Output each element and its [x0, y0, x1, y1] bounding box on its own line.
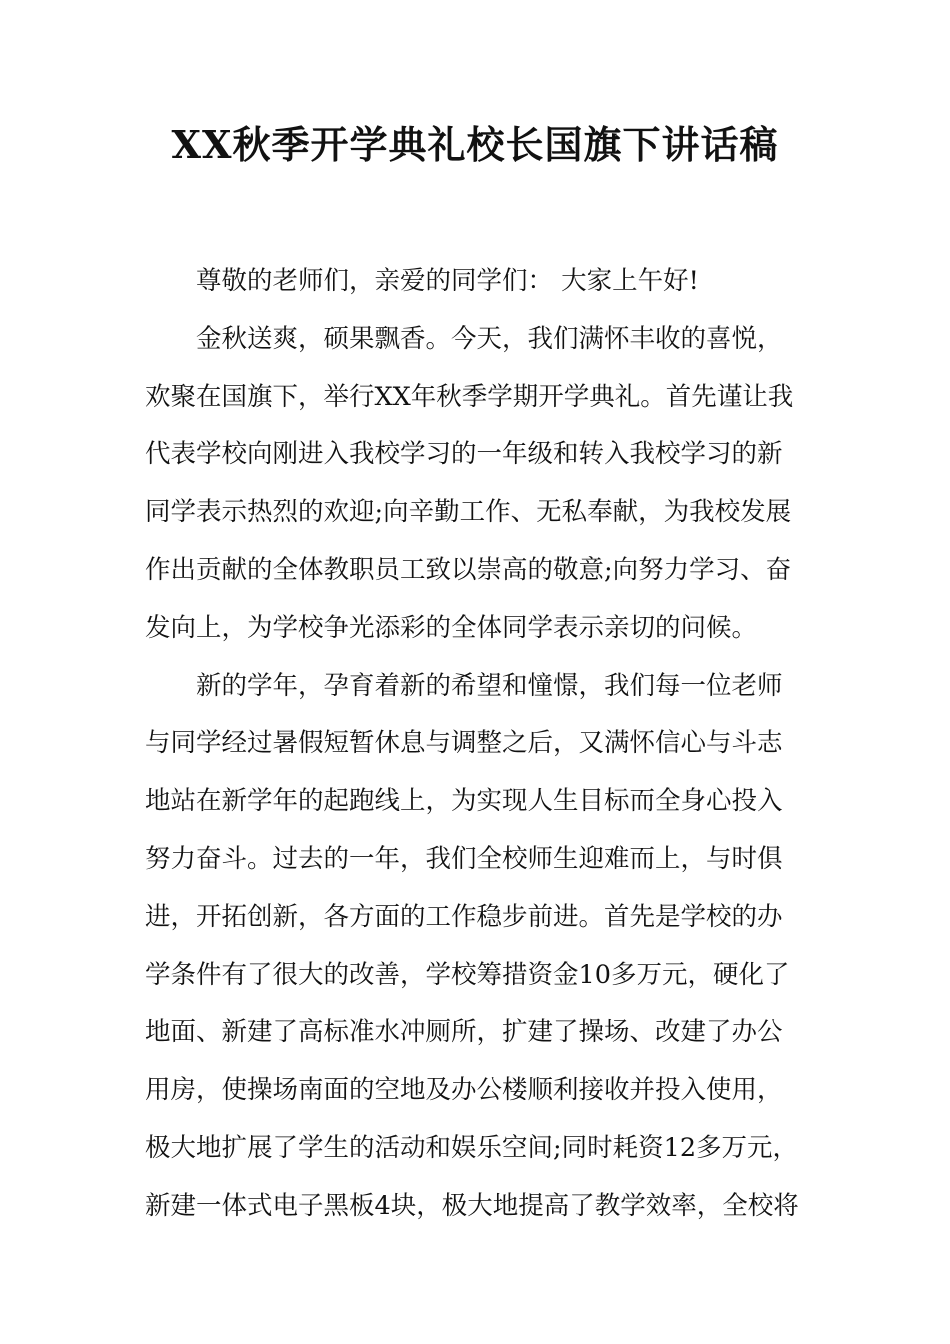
paragraph-line: 新建一体式电子黑板4块，极大地提高了教学效率，全校将	[145, 1190, 799, 1221]
paragraph-line: 发向上，为学校争光添彩的全体同学表示亲切的问候。	[145, 612, 758, 643]
document-body	[145, 253, 810, 1236]
paragraph-line: 同学表示热烈的欢迎;向辛勤工作、无私奉献，为我校发展	[145, 497, 792, 528]
paragraph-line: 进，开拓创新，各方面的工作稳步前进。首先是学校的办	[145, 901, 783, 932]
paragraph-line: 地站在新学年的起跑线上，为实现人生目标而全身心投入	[145, 786, 783, 817]
paragraph-line: 作出贡献的全体教职员工致以崇高的敬意;向努力学习、奋	[145, 554, 792, 585]
paragraph-line: 欢聚在国旗下，举行XX年秋季学期开学典礼。首先谨让我	[145, 381, 794, 412]
paragraph-line: 学条件有了很大的改善，学校筹措资金10多万元，硬化了	[145, 959, 790, 990]
paragraph-line: 努力奋斗。过去的一年，我们全校师生迎难而上，与时俱	[145, 843, 783, 874]
paragraph-line: 极大地扩展了学生的活动和娱乐空间;同时耗资12多万元，	[145, 1132, 799, 1163]
paragraph-line: 新的学年，孕育着新的希望和憧憬，我们每一位老师	[196, 670, 783, 701]
paragraph-line: 地面、新建了高标准水冲厕所，扩建了操场、改建了办公	[145, 1017, 783, 1048]
paragraph-line: 代表学校向刚进入我校学习的一年级和转入我校学习的新	[145, 439, 783, 470]
document-title: XX秋季开学典礼校长国旗下讲话稿	[171, 122, 779, 167]
greeting-line: 尊敬的老师们，亲爱的同学们： 大家上午好!	[196, 266, 699, 296]
paragraph-line: 金秋送爽，硕果飘香。今天，我们满怀丰收的喜悦，	[196, 323, 783, 354]
paragraph-line: 与同学经过暑假短暂休息与调整之后，又满怀信心与斗志	[145, 728, 783, 759]
paragraph-line: 用房，使操场南面的空地及办公楼顺利接收并投入使用，	[145, 1075, 783, 1106]
